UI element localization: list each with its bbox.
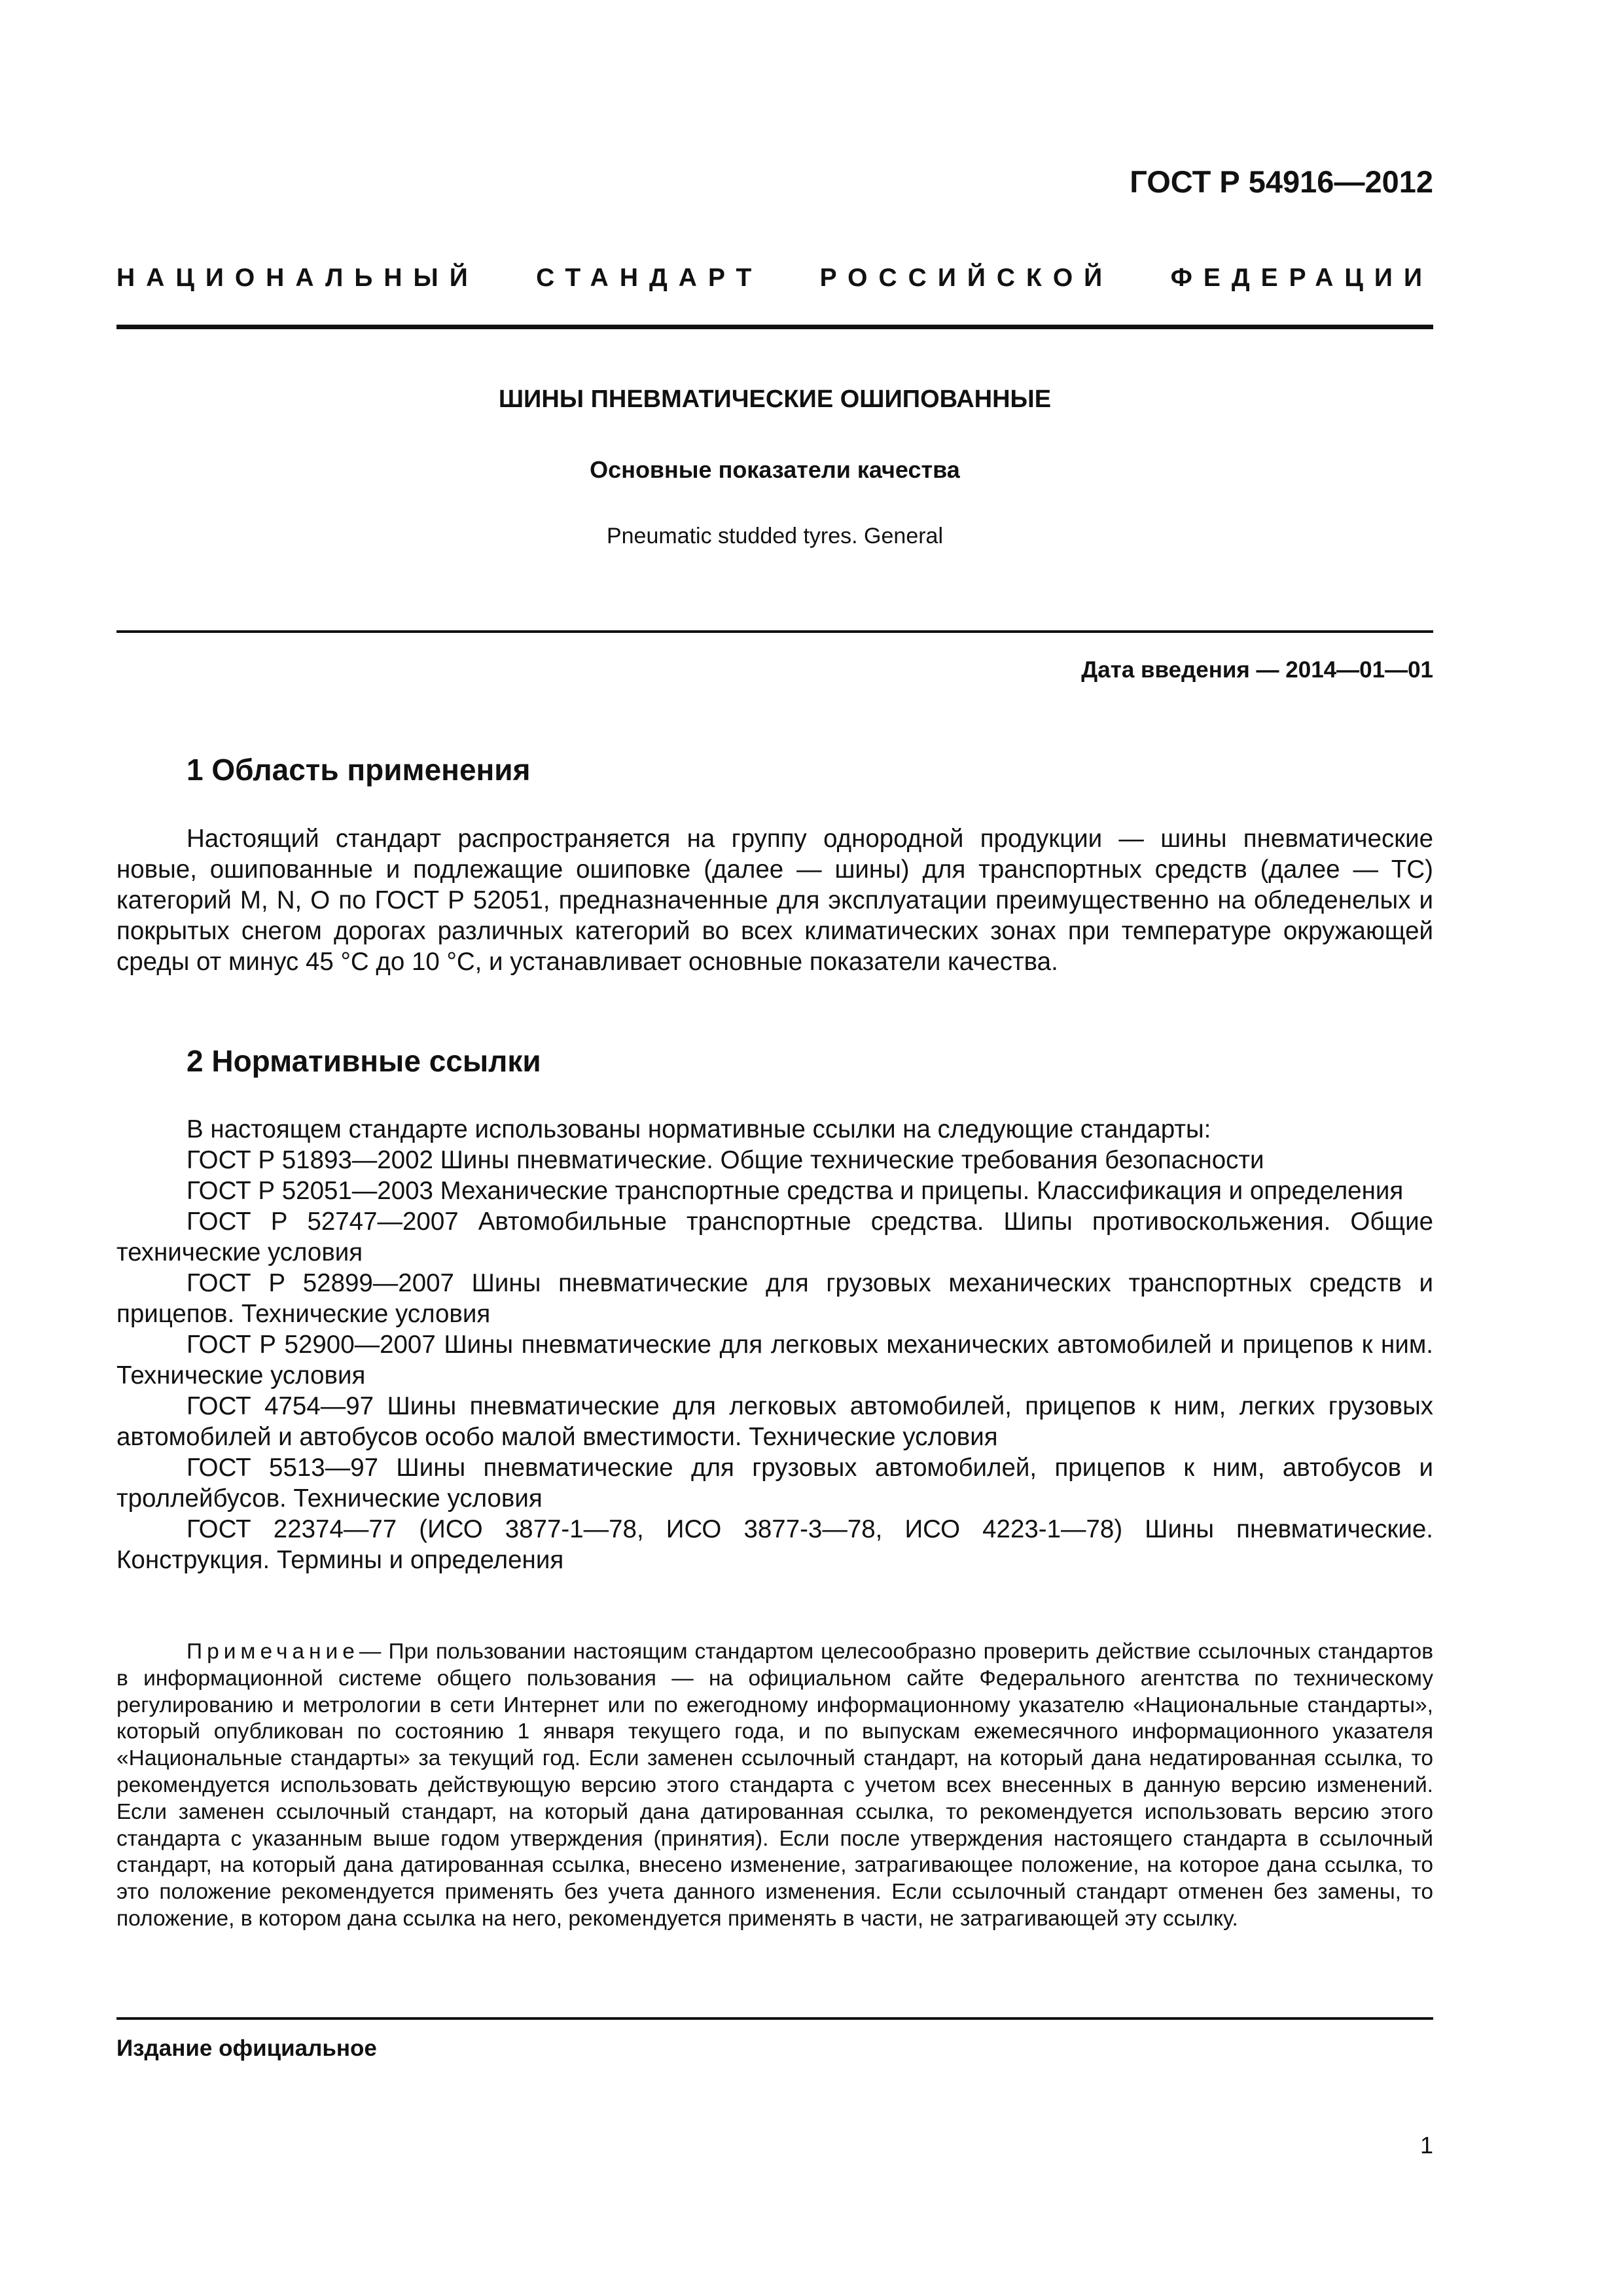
document-subtitle: Основные показатели качества [590, 456, 960, 483]
official-edition-label: Издание официальное [116, 2036, 377, 2061]
reference-item: ГОСТ Р 52899—2007 Шины пневматические для грузовых механических транспортных средств и прицепов. Технические условия [116, 1269, 1433, 1328]
page-number: 1 [1419, 2132, 1433, 2159]
reference-item: ГОСТ Р 52747—2007 Автомобильные транспортные средства. Шипы противоскольжения. Общие технические условия [116, 1208, 1433, 1266]
reference-item: ГОСТ Р 52051—2003 Механические транспортные средства и прицепы. Классификация и определения [187, 1177, 1404, 1205]
national-standard-banner [116, 264, 1433, 293]
reference-item: ГОСТ Р 51893—2002 Шины пневматические. Общие технические требования безопасности [187, 1146, 1264, 1174]
banner-word: ФЕДЕРАЦИИ [1170, 264, 1433, 292]
note-label: Примечание [187, 1640, 359, 1664]
document-title: ШИНЫ ПНЕВМАТИЧЕСКИЕ ОШИПОВАННЫЕ [498, 386, 1052, 413]
footer-divider [116, 2017, 1433, 2020]
banner-word: СТАНДАРТ [536, 264, 763, 292]
reference-item: ГОСТ 5513—97 Шины пневматические для грузовых автомобилей, прицепов к ним, автобусов и троллейбусов. Технические условия [116, 1454, 1433, 1513]
english-title: Pneumatic studded tyres. General [606, 524, 944, 548]
note-text: — При пользовании настоящим стандартом целесообразно проверить действие ссылочных стандартов в информационной системе общего пользования — на официальном сайте Федерального агентства по техническому регулированию и метрологии в сети Интернет или по ежегодному информационному указателю «Национальные стандарты», который опубликован по состоянию 1 января текущего года, и по выпускам ежемесячного информационного указателя «Национальные стандарты» за текущий год. Если заменен ссылочный стандарт, на который дана недатированная ссылка, то рекомендуется использовать действующую версию этого стандарта с учетом всех внесенных в данную версию изменений. Если заменен ссылочный стандарт, на который дана датированная ссылка, то рекомендуется использовать версию этого стандарта с указанным выше годом утверждения (принятия). Если после утверждения настоящего стандарта в ссылочный стандарт, на который дана датированная ссылка, внесено изменение, затрагивающее положение, на которое дана ссылка, то это положение рекомендуется применять без учета данного изменения. Если ссылочный стандарт отменен без замены, то положение, в котором дана ссылка на него, рекомендуется применять в части, не затрагивающей эту ссылку. [116, 1640, 1433, 1931]
section-1-heading: 1 Область применения [187, 753, 531, 787]
top-divider [116, 325, 1433, 329]
reference-item: ГОСТ Р 52900—2007 Шины пневматические для легковых механических автомобилей и прицепов к ним. Технические условия [116, 1331, 1433, 1390]
normative-references-list [116, 1114, 1433, 1575]
section-2-heading: 2 Нормативные ссылки [187, 1044, 541, 1078]
reference-item: ГОСТ 4754—97 Шины пневматические для легковых автомобилей, прицепов к ним, легких грузовых автомобилей и автобусов особо малой вместимости. Технические условия [116, 1392, 1433, 1451]
references-intro: В настоящем стандарте использованы нормативные ссылки на следующие стандарты: [187, 1115, 1211, 1143]
title-divider [116, 630, 1433, 633]
document-id: ГОСТ Р 54916—2012 [1130, 164, 1433, 199]
banner-word: РОССИЙСКОЙ [819, 264, 1114, 292]
reference-item: ГОСТ 22374—77 (ИСО 3877-1—78, ИСО 3877-3—78, ИСО 4223-1—78) Шины пневматические. Конструкция. Термины и определения [116, 1515, 1433, 1574]
banner-word: НАЦИОНАЛЬНЫЙ [116, 264, 479, 292]
section-1-text: Настоящий стандарт распространяется на группу однородной продукции — шины пневматические новые, ошипованные и подлежащие ошиповке (далее — шины) для транспортных средств (далее — ТС) категорий M, N, О по ГОСТ Р 52051, предназначенные для эксплуатации преимущественно на обледенелых и покрытых снегом дорогах различных категорий во всех климатических зонах при температуре окружающей среды от минус 45 °С до 10 °С, и устанавливает основные показатели качества. [116, 825, 1433, 976]
introduction-date: Дата введения — 2014—01—01 [1081, 657, 1433, 683]
references-note [116, 1639, 1433, 1933]
